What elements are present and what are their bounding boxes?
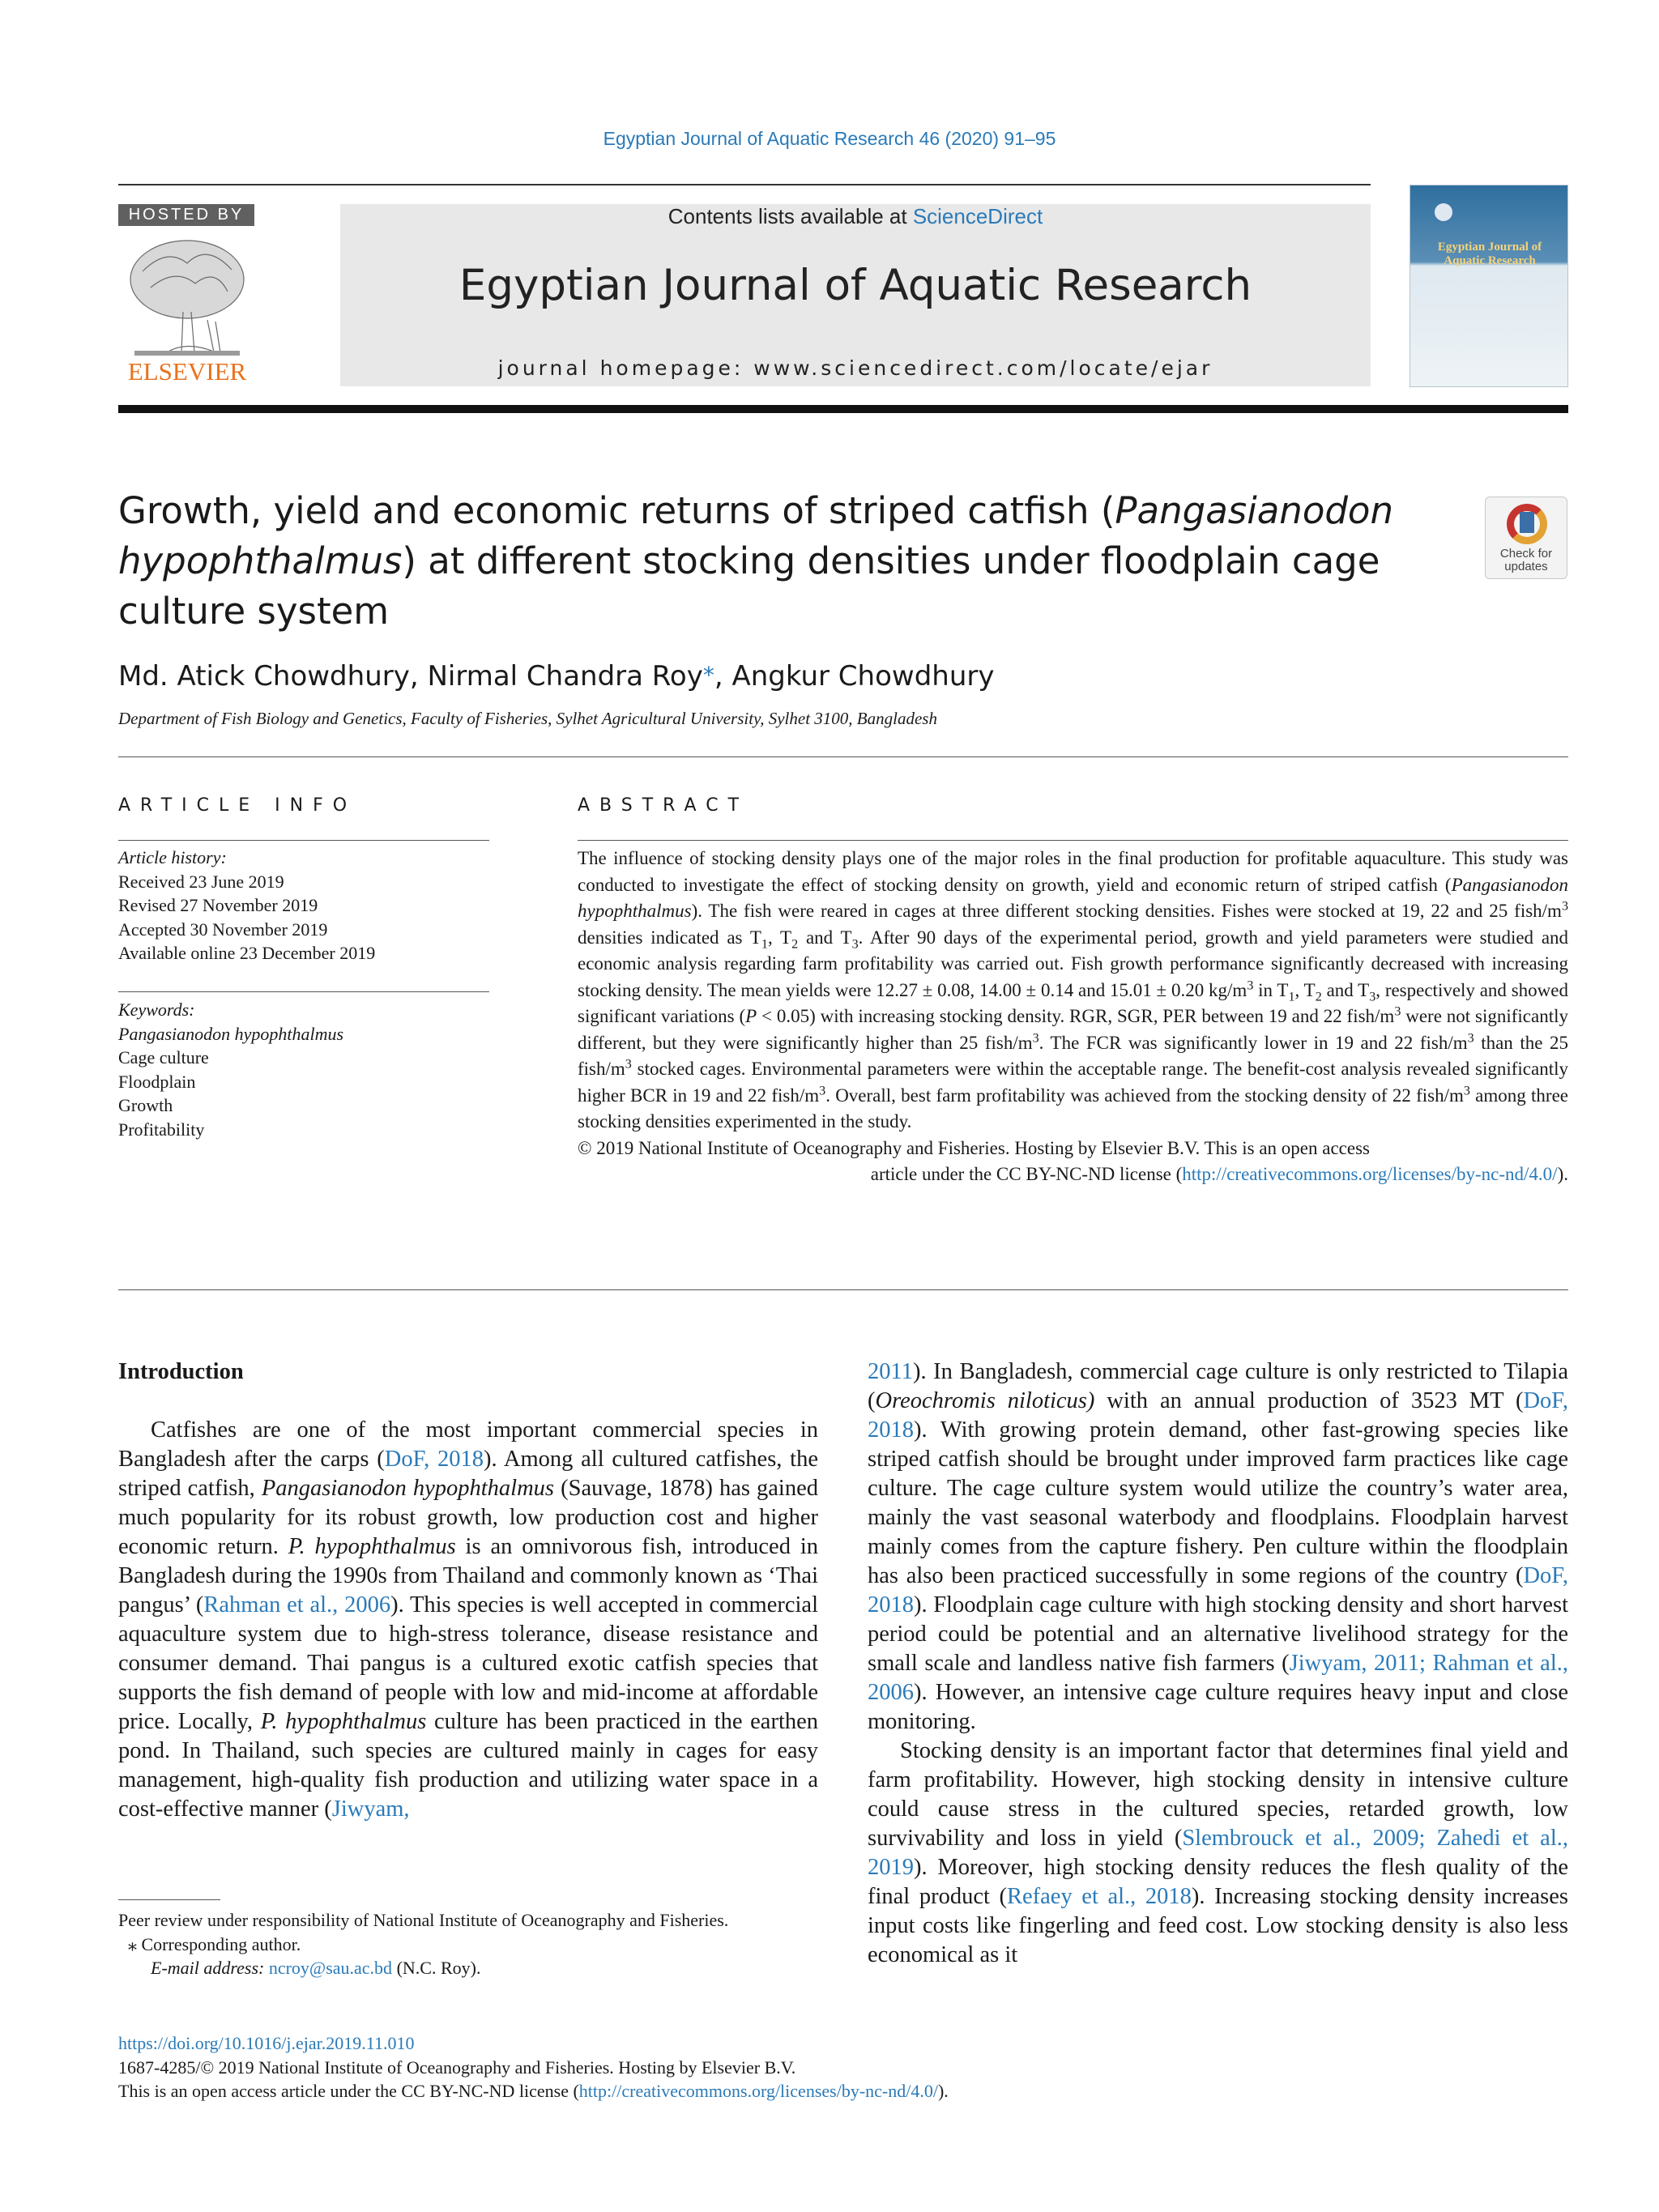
abstract-rule bbox=[578, 840, 1568, 841]
body-column-left bbox=[118, 1357, 818, 1824]
abstract-copyright: © 2019 National Institute of Oceanography and Fisheries. Hosting by Elsevier B.V. This is an open access bbox=[578, 1137, 1370, 1158]
cover-title: Egyptian Journal of Aquatic Research bbox=[1437, 241, 1542, 267]
email-note: E-mail address: ncroy@sau.ac.bd (N.C. Roy). bbox=[151, 1958, 481, 1978]
footnote-rule bbox=[118, 1899, 220, 1900]
body-column-right bbox=[868, 1357, 1568, 1970]
journal-reference[interactable]: Egyptian Journal of Aquatic Research 46 (2020) 91–95 bbox=[603, 128, 1056, 149]
ref-dof-2018[interactable]: DoF, 2018 bbox=[868, 1563, 1568, 1617]
journal-homepage[interactable]: journal homepage: www.sciencedirect.com/locate/ejar bbox=[497, 356, 1213, 380]
title-part-1: Growth, yield and economic returns of striped catfish ( bbox=[118, 489, 1115, 532]
header-divider bbox=[118, 405, 1568, 413]
article-title bbox=[118, 486, 1447, 637]
ref-dof-2018[interactable]: DoF, 2018 bbox=[868, 1388, 1568, 1443]
abstract-body: The influence of stocking density plays one of the major roles in the final production for profitable aquaculture. This study was conducted to investigate the effect of stocking density on growth, yield and economic return of striped catfish (Pangasianodon hypophthalmus). The fish were reared in cages at three different stocking densities. Fishes were stocked at 19, 22 and 25 fish/$m^3$ densities indicated as $T_1$, $T_2$ and $T_3$. After 90 days of the experimental period, growth and yield parameters were studied and economic analysis regarding farm profitability was carried out. Fish growth performance significantly decreased with increasing stocking density. The mean yields were 12.27 ± 0.08, 14.00 ± 0.14 and 15.01 ± 0.20 $kg/m^3$ in $T_1$, $T_2$ and $T_3$, respectively and showed significant variations (P < 0.05) with increasing stocking density. RGR, SGR, PER between 19 and 22 fish/$m^3$ were not significantly different, but they were significantly higher than 25 fish/$m^3$. The FCR was significantly lower in 19 and 22 fish/$m^3$ than the 25 fish/$m^3$ stocked cages. Environmental parameters were within the acceptable range. The benefit-cost analysis revealed significantly higher BCR in 19 and 22 fish/$m^3$. Overall, best farm profitability was achieved from the stocking density of 22 fish/$m^3$ among three stocking densities experimented in the study. bbox=[578, 848, 1569, 1132]
journal-banner bbox=[340, 204, 1371, 386]
abstract-divider bbox=[118, 1289, 1568, 1290]
elsevier-tree-icon bbox=[118, 231, 256, 385]
ref-jiwyam[interactable]: Jiwyam, bbox=[331, 1796, 410, 1822]
keyword-item: Profitability bbox=[118, 1119, 205, 1140]
footnotes bbox=[118, 1908, 818, 1980]
header-top-rule bbox=[118, 184, 1371, 185]
affiliation: Department of Fish Biology and Genetics, Faculty of Fisheries, Sylhet Agricultural University, Sylhet 3100, Bangladesh bbox=[118, 709, 937, 728]
keywords-label: Keywords: bbox=[118, 999, 195, 1020]
keyword-item: Pangasianodon hypophthalmus bbox=[118, 1023, 344, 1044]
contents-line bbox=[340, 204, 1371, 229]
doi-link[interactable]: https://doi.org/10.1016/j.ejar.2019.11.010 bbox=[118, 2033, 415, 2053]
authors-first[interactable]: Md. Atick Chowdhury, Nirmal Chandra Roy bbox=[118, 660, 703, 693]
journal-cover-image[interactable] bbox=[1410, 185, 1568, 387]
title-part-2: ) at different stocking densities under floodplain cage culture system bbox=[118, 539, 1380, 633]
ref-rahman-2006[interactable]: Rahman et al., 2006 bbox=[203, 1592, 391, 1617]
issn-line: 1687-4285/© 2019 National Institute of Oceanography and Fisheries. Hosting by Elsevier B.V. bbox=[118, 2056, 796, 2078]
intro-paragraph-2: Stocking density is an important factor that determines final yield and farm profitability. However, high stocking density in intensive culture could cause stress in the cultured species, retarded growth, low survivability and loss in yield (Slembrouck et al., 2009; Zahedi et al., 2019). Moreover, high stocking density reduces the flesh quality of the final product (Refaey et al., 2018). Increasing stocking density increases input costs like fingerling and feed cost. Low stocking density is also less economical as it bbox=[868, 1738, 1569, 1967]
article-info-heading: ARTICLE INFO bbox=[118, 795, 357, 816]
corresponding-author-marker[interactable]: ⁎ bbox=[702, 654, 714, 681]
email-link[interactable]: ncroy@sau.ac.bd bbox=[268, 1958, 393, 1978]
open-access-line: This is an open access article under the CC BY-NC-ND license (http://creativecommons.org/licenses/by-nc-nd/4.0/). bbox=[118, 2081, 949, 2101]
ref-refaey-2018[interactable]: Refaey et al., 2018 bbox=[1007, 1884, 1192, 1909]
check-for-updates-badge[interactable] bbox=[1485, 497, 1567, 579]
ref-dof-2018[interactable]: DoF, 2018 bbox=[384, 1447, 484, 1472]
title-species: Pangasianodon hypophthalmus bbox=[118, 489, 1393, 582]
license-link[interactable]: http://creativecommons.org/licenses/by-nc-nd/4.0/ bbox=[1182, 1164, 1558, 1184]
keyword-item: Cage culture bbox=[118, 1047, 209, 1068]
page-footer bbox=[118, 2031, 1568, 2103]
article-history bbox=[118, 846, 489, 965]
history-label: Article history: bbox=[118, 847, 227, 867]
corresponding-star: ⁎ bbox=[128, 1933, 137, 1954]
institute-seal-icon bbox=[1435, 203, 1452, 221]
article-info-rule bbox=[118, 840, 489, 841]
abstract-heading: ABSTRACT bbox=[578, 795, 749, 816]
footer-license-link[interactable]: http://creativecommons.org/licenses/by-nc-nd/4.0/ bbox=[578, 2081, 938, 2101]
elsevier-wordmark: ELSEVIER bbox=[127, 357, 247, 385]
ref-slembrouck-zahedi[interactable]: Slembrouck et al., 2009; Zahedi et al., 2019 bbox=[868, 1826, 1568, 1880]
history-online: Available online 23 December 2019 bbox=[118, 943, 376, 963]
keyword-item: Floodplain bbox=[118, 1071, 196, 1092]
contents-prefix: Contents lists available at bbox=[667, 204, 913, 228]
ref-jiwyam-rahman[interactable]: Jiwyam, 2011; Rahman et al., 2006 bbox=[868, 1651, 1568, 1705]
sciencedirect-link[interactable]: ScienceDirect bbox=[912, 204, 1043, 228]
hosted-by-label: HOSTED BY bbox=[118, 204, 254, 226]
introduction-heading: Introduction bbox=[118, 1359, 244, 1384]
history-revised: Revised 27 November 2019 bbox=[118, 895, 318, 915]
abstract-license: article under the CC BY-NC-ND license (http://creativecommons.org/licenses/by-nc-nd/4.0/). bbox=[870, 1164, 1568, 1184]
abstract-text bbox=[578, 846, 1568, 1188]
intro-paragraph-1: Catfishes are one of the most important commercial species in Bangladesh after the carps (DoF, 2018). Among all cultured catfishes, the striped catfish, Pangasianodon hypophthalmus (Sauvage, 1878) has gained much popularity for its robust growth, low production cost and higher economic return. P. hypophthalmus is an omnivorous fish, introduced in Bangladesh during the 1990s from Thailand and commonly known as ‘Thai pangus’ (Rahman et al., 2006). This species is well accepted in commercial aquaculture system due to high-stress tolerance, disease resistance and consumer demand. Thai pangus is a cultured exotic catfish species that supports the fish demand of people with low and mid-income at affordable price. Locally, P. hypophthalmus culture has been practiced in the earthen pond. In Thailand, such species are cultured mainly in cages for easy management, high-quality fish production and utilizing water space in a cost-effective manner (Jiwyam, bbox=[118, 1417, 819, 1822]
bookmark-icon bbox=[1520, 512, 1534, 533]
ref-jiwyam-2011[interactable]: 2011 bbox=[868, 1359, 913, 1384]
corresponding-author-note: ⁎ Corresponding author. bbox=[128, 1933, 301, 1954]
journal-title: Egyptian Journal of Aquatic Research bbox=[458, 261, 1252, 310]
check-for-updates-label: Check for updates bbox=[1499, 547, 1553, 573]
keywords-list bbox=[118, 998, 489, 1141]
keywords-rule bbox=[118, 991, 489, 992]
keyword-item: Growth bbox=[118, 1095, 173, 1115]
intro-paragraph-1-cont: 2011). In Bangladesh, commercial cage culture is only restricted to Tilapia (Oreochromis niloticus) with an annual production of 3523 MT (DoF, 2018). With growing protein demand, other fast-growing species like striped catfish should be brought under improved farm practices like cage culture. The cage culture system would utilize the country’s water area, mainly the vast seasonal waterbody and floodplains. Floodplain harvest mainly comes from the capture fishery. Pen culture within the floodplain has also been practiced successfully in some regions of the country (DoF, 2018). Floodplain cage culture with high stocking density and short harvest period could be potential and an alternative livelihood strategy for the small scale and landless native fish farmers (Jiwyam, 2011; Rahman et al., 2006). However, an intensive cage culture requires heavy input and close monitoring. bbox=[868, 1359, 1568, 1734]
authors-last[interactable]: , Angkur Chowdhury bbox=[714, 660, 995, 693]
history-received: Received 23 June 2019 bbox=[118, 871, 284, 892]
history-accepted: Accepted 30 November 2019 bbox=[118, 918, 328, 940]
author-list bbox=[118, 654, 995, 693]
peer-review-note: Peer review under responsibility of National Institute of Oceanography and Fisheries. bbox=[118, 1910, 729, 1930]
elsevier-logo[interactable] bbox=[118, 231, 256, 385]
